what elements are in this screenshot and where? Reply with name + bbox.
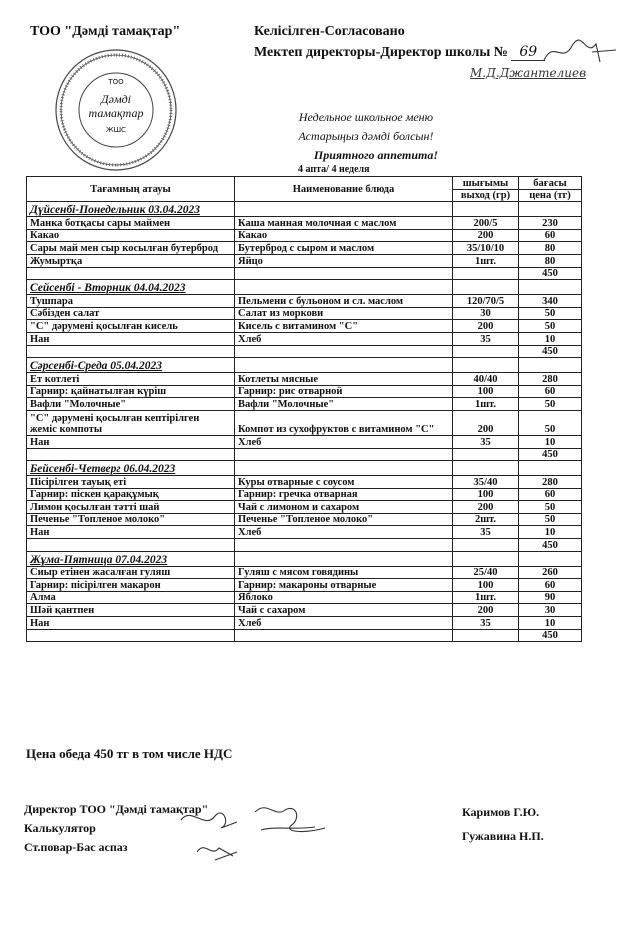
day-total-price: 450 (519, 539, 582, 552)
empty-cell (453, 202, 519, 217)
dish-name-ru: Компот из сухофруктов с витамином "С" (235, 410, 453, 435)
dish-name-kz: Вафли "Молочные" (27, 398, 235, 411)
header-yield-ru: выход (гр) (453, 189, 519, 202)
dish-yield: 1шт. (453, 254, 519, 267)
empty-cell (235, 461, 453, 476)
dish-price: 10 (519, 435, 582, 448)
dish-name-ru: Вафли "Молочные" (235, 398, 453, 411)
menu-item-row (27, 591, 582, 604)
dish-price: 90 (519, 591, 582, 604)
day-total-row (27, 267, 582, 280)
header-price-kz: бағасы (519, 177, 582, 190)
approval-line-1: Келісілген-Согласовано (254, 24, 405, 39)
empty-cell (27, 539, 235, 552)
dish-yield: 200 (453, 410, 519, 435)
menu-item-row (27, 579, 582, 592)
empty-cell (453, 358, 519, 373)
dish-name-ru: Хлеб (235, 617, 453, 630)
empty-cell (27, 448, 235, 461)
dish-yield: 100 (453, 385, 519, 398)
dish-yield: 200 (453, 604, 519, 617)
dish-yield: 1шт. (453, 591, 519, 604)
menu-item-row (27, 476, 582, 489)
approval-director-label: Мектеп директоры-Директор школы № (254, 45, 508, 60)
dish-price: 80 (519, 254, 582, 267)
dish-yield: 35/40 (453, 476, 519, 489)
menu-item-row (27, 217, 582, 230)
empty-cell (235, 629, 453, 642)
dish-yield: 35/10/10 (453, 242, 519, 255)
empty-cell (519, 551, 582, 566)
dish-yield: 2шт. (453, 513, 519, 526)
header-yield-kz: шығымы (453, 177, 519, 190)
dish-name-kz: Нан (27, 332, 235, 345)
dish-price: 10 (519, 526, 582, 539)
dish-name-kz: Тушпара (27, 295, 235, 308)
menu-item-row (27, 320, 582, 333)
dish-price: 280 (519, 373, 582, 386)
dish-name-kz: Нан (27, 526, 235, 539)
empty-cell (27, 345, 235, 358)
dish-name-kz: Ет котлеті (27, 373, 235, 386)
menu-item-row (27, 307, 582, 320)
day-label: Дүйсенбі-Понедельник 03.04.2023 (27, 202, 235, 217)
dish-price: 50 (519, 410, 582, 435)
empty-cell (453, 345, 519, 358)
stamp-bottom-text: ЖШС (106, 126, 126, 134)
dish-yield: 25/40 (453, 566, 519, 579)
day-total-price: 450 (519, 448, 582, 461)
dish-name-ru: Бутерброд с сыром и маслом (235, 242, 453, 255)
header-name-kz: Тағамның атауы (27, 177, 235, 202)
dish-name-ru: Куры отварные с соусом (235, 476, 453, 489)
signature-name: Гужавина Н.П. (462, 829, 544, 843)
stamp-name-line-1: Дәмді (100, 92, 132, 106)
director-handwritten-name: М.Д.Джантелиев (470, 66, 587, 80)
dish-price: 50 (519, 513, 582, 526)
empty-cell (235, 280, 453, 295)
empty-cell (453, 448, 519, 461)
empty-cell (519, 202, 582, 217)
dish-price: 260 (519, 566, 582, 579)
empty-cell (453, 629, 519, 642)
dish-name-ru: Гарнир: макароны отварные (235, 579, 453, 592)
dish-price: 30 (519, 604, 582, 617)
menu-item-row (27, 488, 582, 501)
empty-cell (235, 448, 453, 461)
dish-name-ru: Хлеб (235, 526, 453, 539)
empty-cell (453, 267, 519, 280)
menu-item-row (27, 501, 582, 514)
dish-price: 50 (519, 320, 582, 333)
day-header-row (27, 551, 582, 566)
empty-cell (235, 345, 453, 358)
dish-name-ru: Котлеты мясные (235, 373, 453, 386)
dish-price: 60 (519, 488, 582, 501)
dish-name-ru: Каша манная молочная с маслом (235, 217, 453, 230)
menu-greeting-ru: Приятного аппетита! (313, 148, 439, 162)
day-total-price: 450 (519, 267, 582, 280)
dish-yield: 200/5 (453, 217, 519, 230)
dish-name-ru: Печенье "Топленое молоко" (235, 513, 453, 526)
day-label: Жұма-Пятница 07.04.2023 (27, 551, 235, 566)
menu-item-row (27, 254, 582, 267)
dish-name-ru: Хлеб (235, 435, 453, 448)
dish-price: 10 (519, 617, 582, 630)
day-total-price: 450 (519, 629, 582, 642)
dish-yield: 200 (453, 501, 519, 514)
dish-name-kz: "С" дәрумені қосылған кептірілген жеміс компоты (27, 410, 235, 435)
dish-price: 340 (519, 295, 582, 308)
empty-cell (235, 358, 453, 373)
menu-item-row (27, 410, 582, 435)
day-label: Бейсенбі-Четверг 06.04.2023 (27, 461, 235, 476)
dish-yield: 35 (453, 526, 519, 539)
empty-cell (235, 202, 453, 217)
dish-name-ru: Какао (235, 229, 453, 242)
empty-cell (453, 461, 519, 476)
empty-cell (453, 551, 519, 566)
dish-name-kz: Гарнир: піскен қарақұмық (27, 488, 235, 501)
day-total-row (27, 629, 582, 642)
menu-item-row (27, 435, 582, 448)
header-price-ru: цена (тг) (519, 189, 582, 202)
day-header-row (27, 202, 582, 217)
dish-yield: 120/70/5 (453, 295, 519, 308)
dish-name-kz: Сиыр етінен жасалған гуляш (27, 566, 235, 579)
dish-yield: 100 (453, 488, 519, 501)
dish-name-kz: Нан (27, 435, 235, 448)
dish-yield: 35 (453, 435, 519, 448)
day-header-row (27, 358, 582, 373)
approval-line-2 (254, 44, 545, 61)
dish-yield: 200 (453, 229, 519, 242)
empty-cell (453, 539, 519, 552)
menu-title: Недельное школьное меню (298, 110, 434, 124)
director-signature (540, 36, 620, 66)
header-name-ru: Наименование блюда (235, 177, 453, 202)
menu-item-row (27, 373, 582, 386)
menu-item-row (27, 242, 582, 255)
menu-item-row (27, 604, 582, 617)
dish-yield: 100 (453, 579, 519, 592)
table-header-row (27, 177, 582, 190)
dish-price: 50 (519, 307, 582, 320)
signature-role: Директор ТОО "Дәмді тамақтар" (24, 802, 209, 816)
dish-name-kz: "С" дәрумені қосылған кисель (27, 320, 235, 333)
dish-price: 50 (519, 398, 582, 411)
dish-name-ru: Пельмени с бульоном и сл. маслом (235, 295, 453, 308)
empty-cell (235, 267, 453, 280)
day-header-row (27, 461, 582, 476)
empty-cell (519, 280, 582, 295)
empty-cell (519, 358, 582, 373)
dish-name-kz: Лимон қосылған тәтті шай (27, 501, 235, 514)
dish-name-ru: Яйцо (235, 254, 453, 267)
signatures-names (462, 800, 544, 848)
dish-name-kz: Нан (27, 617, 235, 630)
day-total-price: 450 (519, 345, 582, 358)
dish-price: 80 (519, 242, 582, 255)
dish-name-ru: Кисель с витамином "С" (235, 320, 453, 333)
handwritten-signatures (175, 800, 345, 870)
day-header-row (27, 280, 582, 295)
dish-price: 60 (519, 385, 582, 398)
menu-table (26, 176, 582, 642)
dish-name-kz: Жумыртқа (27, 254, 235, 267)
dish-name-ru: Хлеб (235, 332, 453, 345)
dish-name-ru: Чай с лимоном и сахаром (235, 501, 453, 514)
empty-cell (27, 629, 235, 642)
dish-name-kz: Пісірілген тауық еті (27, 476, 235, 489)
menu-greeting-kz: Астарыңыз дәмді болсын! (298, 129, 434, 143)
stamp-name-line-2: тамақтар (88, 106, 144, 120)
dish-price: 60 (519, 229, 582, 242)
company-stamp (52, 46, 180, 174)
dish-name-kz: Алма (27, 591, 235, 604)
empty-cell (235, 551, 453, 566)
dish-yield: 1шт. (453, 398, 519, 411)
dish-name-ru: Чай с сахаром (235, 604, 453, 617)
dish-name-kz: Шәй қантпен (27, 604, 235, 617)
day-label: Сәрсенбі-Среда 05.04.2023 (27, 358, 235, 373)
day-total-row (27, 448, 582, 461)
menu-item-row (27, 332, 582, 345)
empty-cell (27, 267, 235, 280)
dish-name-kz: Сары май мен сыр косылған бутерброд (27, 242, 235, 255)
day-total-row (27, 539, 582, 552)
dish-yield: 35 (453, 617, 519, 630)
signature-role: Калькулятор (24, 821, 96, 835)
dish-name-kz: Сәбізден салат (27, 307, 235, 320)
dish-name-kz: Манка ботқасы сары маймен (27, 217, 235, 230)
signature-role: Ст.повар-Бас аспаз (24, 840, 128, 854)
dish-name-kz: Печенье "Топленое молоко" (27, 513, 235, 526)
dish-name-kz: Гарнир: пісірілген макарон (27, 579, 235, 592)
stamp-top-text: ТОО (108, 78, 124, 86)
dish-name-ru: Яблоко (235, 591, 453, 604)
menu-item-row (27, 385, 582, 398)
dish-name-ru: Гарнир: рис отварной (235, 385, 453, 398)
dish-price: 280 (519, 476, 582, 489)
dish-yield: 200 (453, 320, 519, 333)
menu-item-row (27, 526, 582, 539)
empty-cell (519, 461, 582, 476)
dish-yield: 40/40 (453, 373, 519, 386)
company-name: ТОО "Дәмді тамақтар" (30, 24, 181, 39)
dish-yield: 30 (453, 307, 519, 320)
dish-price: 230 (519, 217, 582, 230)
dish-name-ru: Салат из моркови (235, 307, 453, 320)
dish-price: 60 (519, 579, 582, 592)
menu-item-row (27, 566, 582, 579)
empty-cell (235, 539, 453, 552)
dish-name-kz: Какао (27, 229, 235, 242)
price-note: Цена обеда 450 тг в том числе НДС (26, 746, 233, 761)
menu-item-row (27, 229, 582, 242)
dish-price: 50 (519, 501, 582, 514)
school-number: 69 (511, 44, 545, 61)
menu-item-row (27, 398, 582, 411)
week-label: 4 апта/ 4 неделя (298, 164, 370, 175)
dish-name-ru: Гуляш с мясом говядины (235, 566, 453, 579)
signature-name: Каримов Г.Ю. (462, 805, 540, 819)
dish-yield: 35 (453, 332, 519, 345)
dish-price: 10 (519, 332, 582, 345)
day-label: Сейсенбі - Вторник 04.04.2023 (27, 280, 235, 295)
dish-name-kz: Гарнир: қайнатылған күріш (27, 385, 235, 398)
dish-name-ru: Гарнир: гречка отварная (235, 488, 453, 501)
menu-item-row (27, 513, 582, 526)
menu-item-row (27, 295, 582, 308)
menu-item-row (27, 617, 582, 630)
day-total-row (27, 345, 582, 358)
empty-cell (453, 280, 519, 295)
